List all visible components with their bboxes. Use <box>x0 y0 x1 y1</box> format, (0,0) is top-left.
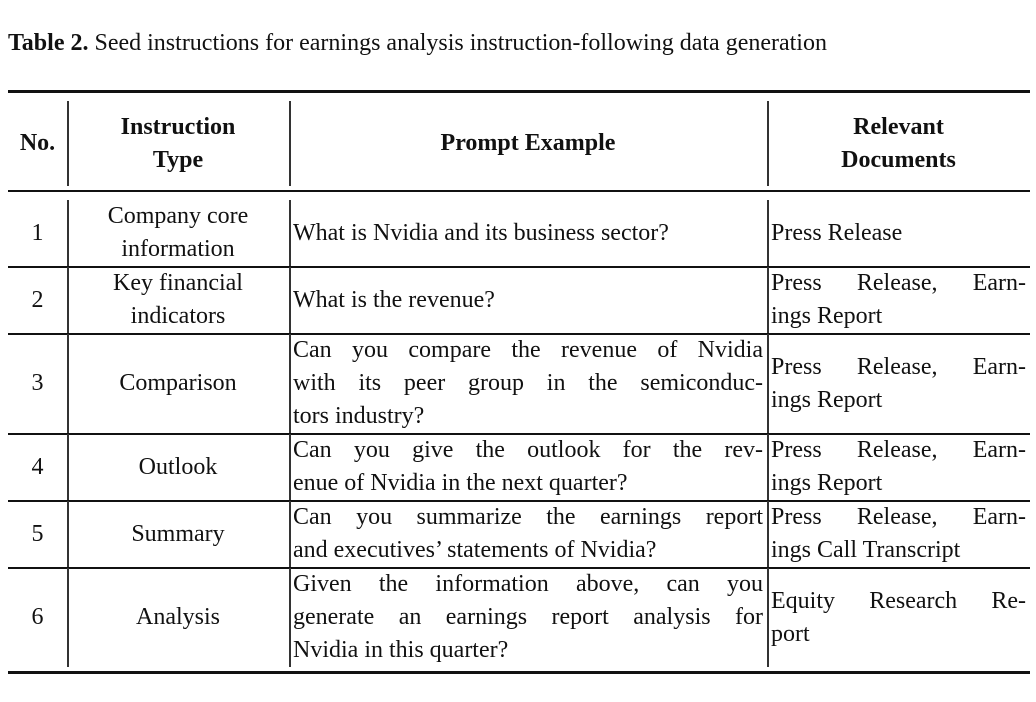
prompt-example-line: tors industry? <box>293 403 425 429</box>
header-instruction-type <box>67 101 289 186</box>
row-number <box>8 200 67 266</box>
relevant-documents-line: ings Report <box>771 303 883 329</box>
prompt-example-line: Given the information above, can you <box>293 571 763 597</box>
relevant-documents <box>771 501 1026 567</box>
column-divider <box>289 334 291 433</box>
instruction-type <box>67 501 289 567</box>
row-number <box>8 434 67 500</box>
relevant-documents-line: Press Release, Earn- <box>771 504 1026 530</box>
column-divider <box>767 434 769 500</box>
column-divider <box>767 568 769 667</box>
prompt-example-line: Nvidia in this quarter? <box>293 637 509 663</box>
bottom-rule <box>8 671 1030 674</box>
relevant-documents-line: ings Report <box>771 386 883 413</box>
header-relevant-documents-line: Relevant <box>853 113 944 140</box>
relevant-documents <box>771 434 1026 500</box>
row-number <box>8 267 67 333</box>
row-number-text: 1 <box>31 219 44 246</box>
header-prompt-example-text: Prompt Example <box>440 130 616 156</box>
header-instruction-type-line: Instruction <box>120 113 236 140</box>
relevant-documents <box>771 200 1026 266</box>
header-instruction-type-line: Type <box>152 146 204 173</box>
row-number-text: 6 <box>31 604 44 630</box>
relevant-documents <box>771 334 1026 433</box>
prompt-example <box>293 568 763 667</box>
prompt-example-line: What is Nvidia and its business sector? <box>293 219 669 246</box>
prompt-example <box>293 501 763 567</box>
relevant-documents-line: Press Release, Earn- <box>771 437 1026 463</box>
prompt-example <box>293 334 763 433</box>
row-number-text: 4 <box>31 453 44 480</box>
header-relevant-documents-line: Documents <box>841 146 956 173</box>
instruction-type <box>67 434 289 500</box>
header-prompt-example <box>289 101 767 186</box>
column-divider <box>767 334 769 433</box>
prompt-example-line: generate an earnings report analysis for <box>293 604 763 630</box>
row-number-text: 3 <box>31 370 44 396</box>
instruction-type-line: Outlook <box>138 453 218 480</box>
prompt-example-line: with its peer group in the semiconduc- <box>293 370 763 396</box>
instruction-type <box>67 267 289 333</box>
column-divider <box>767 200 769 266</box>
relevant-documents-line: Equity Research Re- <box>771 587 1026 614</box>
instruction-type-line: Analysis <box>136 604 220 630</box>
relevant-documents <box>771 267 1026 333</box>
header-rule <box>8 190 1030 192</box>
column-divider <box>289 501 291 567</box>
header-no-text: No. <box>19 130 56 156</box>
relevant-documents-line: ings Report <box>771 470 883 496</box>
caption-text: Seed instructions for earnings analysis instruction-following data generation <box>94 30 827 56</box>
row-number-text: 2 <box>31 286 44 313</box>
column-divider <box>289 267 291 333</box>
instruction-type-line: Summary <box>131 520 225 547</box>
instruction-type <box>67 568 289 667</box>
top-rule <box>8 90 1030 93</box>
prompt-example-line: Can you give the outlook for the rev- <box>293 437 763 463</box>
column-divider <box>289 568 291 667</box>
relevant-documents <box>771 568 1026 667</box>
instruction-type-line: information <box>121 236 235 262</box>
column-divider <box>289 434 291 500</box>
column-divider <box>289 200 291 266</box>
row-number-text: 5 <box>31 520 44 547</box>
relevant-documents-line: Press Release, Earn- <box>771 270 1026 296</box>
column-divider <box>767 267 769 333</box>
instruction-type-line: indicators <box>130 303 226 329</box>
prompt-example <box>293 200 763 266</box>
instruction-type-line: Comparison <box>119 370 237 396</box>
column-divider <box>767 501 769 567</box>
relevant-documents-line: Press Release, Earn- <box>771 353 1026 380</box>
relevant-documents-line: port <box>771 620 810 647</box>
prompt-example-line: Can you compare the revenue of Nvidia <box>293 337 763 363</box>
caption-label: Table 2. <box>8 30 89 56</box>
instruction-type <box>67 200 289 266</box>
instruction-type <box>67 334 289 433</box>
header-relevant-documents <box>767 101 1030 186</box>
table-caption <box>8 30 827 57</box>
prompt-example-line: Can you summarize the earnings report <box>293 504 763 530</box>
prompt-example <box>293 434 763 500</box>
row-number <box>8 568 67 667</box>
prompt-example-line: What is the revenue? <box>293 286 495 313</box>
header-no <box>8 101 67 186</box>
instruction-type-line: Key financial <box>113 270 243 296</box>
relevant-documents-line: ings Call Transcript <box>771 537 961 563</box>
prompt-example-line: enue of Nvidia in the next quarter? <box>293 470 628 496</box>
prompt-example-line: and executives’ statements of Nvidia? <box>293 537 657 563</box>
row-number <box>8 501 67 567</box>
row-number <box>8 334 67 433</box>
instruction-type-line: Company core <box>107 203 249 229</box>
prompt-example <box>293 267 763 333</box>
relevant-documents-line: Press Release <box>771 219 903 246</box>
